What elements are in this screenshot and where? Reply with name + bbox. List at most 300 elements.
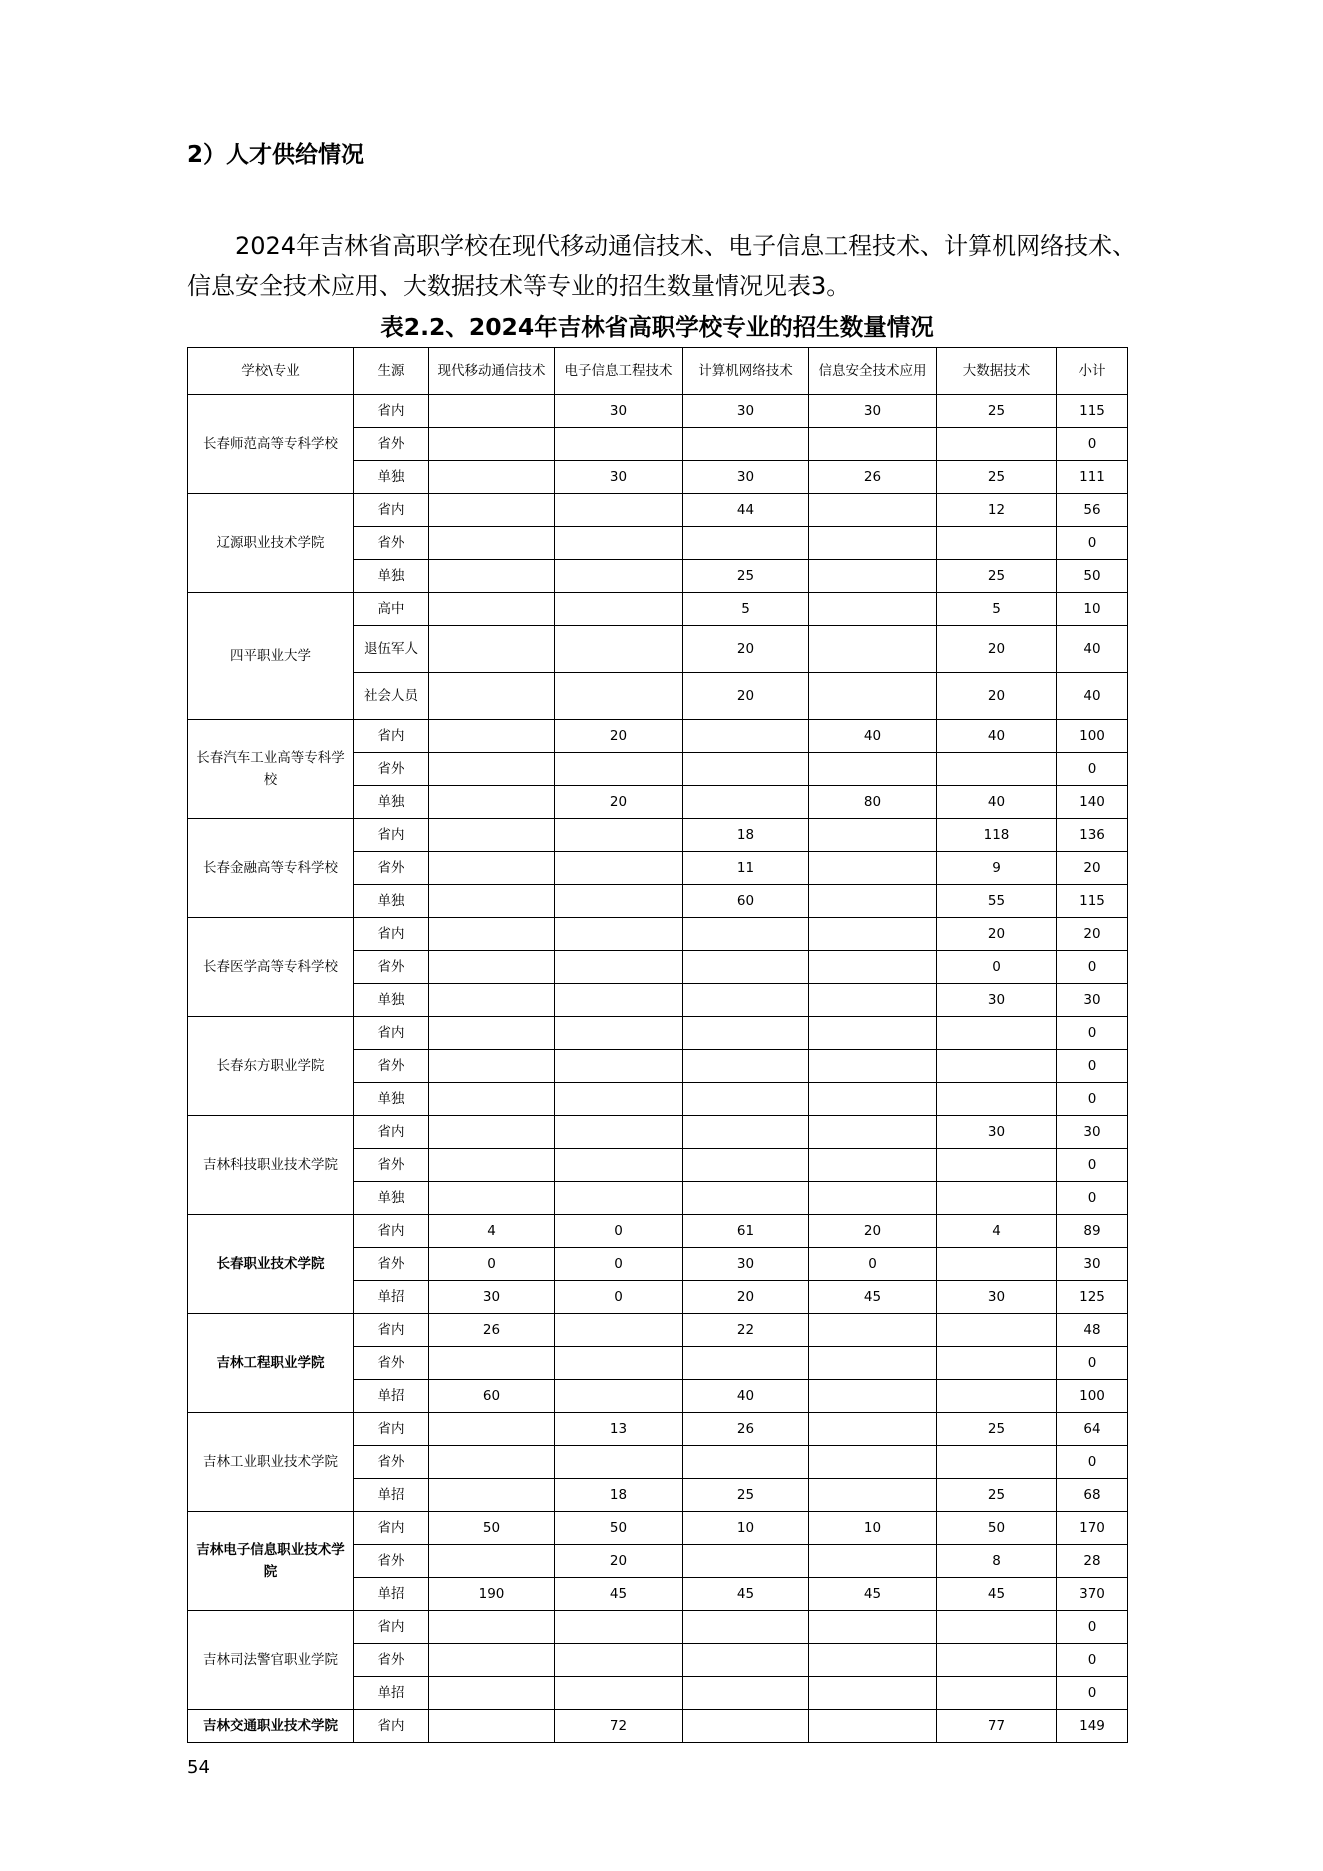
school-name-cell: 长春医学高等专科学校 <box>188 918 354 1017</box>
value-cell <box>809 1314 937 1347</box>
value-cell <box>809 1644 937 1677</box>
value-cell <box>555 951 683 984</box>
subtotal-cell: 50 <box>1057 560 1128 593</box>
value-cell <box>429 918 555 951</box>
table-row <box>188 1413 1128 1446</box>
value-cell <box>809 1017 937 1050</box>
source-cell: 单独 <box>354 984 429 1017</box>
school-name-cell: 吉林电子信息职业技术学院 <box>188 1512 354 1611</box>
subtotal-cell: 100 <box>1057 720 1128 753</box>
value-cell <box>809 1710 937 1743</box>
value-cell <box>555 527 683 560</box>
source-cell: 省内 <box>354 1017 429 1050</box>
value-cell <box>429 1116 555 1149</box>
value-cell: 40 <box>937 720 1057 753</box>
value-cell <box>429 1644 555 1677</box>
school-name-cell: 吉林工程职业学院 <box>188 1314 354 1413</box>
subtotal-cell: 0 <box>1057 1611 1128 1644</box>
value-cell <box>809 1677 937 1710</box>
value-cell <box>683 1545 809 1578</box>
value-cell <box>809 1413 937 1446</box>
value-cell <box>809 1083 937 1116</box>
table-row <box>188 1611 1128 1644</box>
subtotal-cell: 0 <box>1057 951 1128 984</box>
value-cell: 30 <box>937 1116 1057 1149</box>
subtotal-cell: 0 <box>1057 1644 1128 1677</box>
table-row <box>188 593 1128 626</box>
subtotal-cell: 40 <box>1057 673 1128 720</box>
value-cell <box>809 1446 937 1479</box>
header-source: 生源 <box>354 348 429 395</box>
subtotal-cell: 48 <box>1057 1314 1128 1347</box>
value-cell <box>683 1116 809 1149</box>
value-cell <box>429 428 555 461</box>
source-cell: 省外 <box>354 1149 429 1182</box>
value-cell <box>429 1611 555 1644</box>
value-cell <box>683 428 809 461</box>
value-cell <box>937 428 1057 461</box>
value-cell: 12 <box>937 494 1057 527</box>
value-cell: 44 <box>683 494 809 527</box>
value-cell: 40 <box>809 720 937 753</box>
value-cell <box>683 753 809 786</box>
source-cell: 单独 <box>354 885 429 918</box>
value-cell <box>683 1347 809 1380</box>
source-cell: 省内 <box>354 1314 429 1347</box>
value-cell <box>809 428 937 461</box>
value-cell <box>429 461 555 494</box>
subtotal-cell: 136 <box>1057 819 1128 852</box>
value-cell <box>683 984 809 1017</box>
table-row <box>188 1710 1128 1743</box>
value-cell: 45 <box>809 1578 937 1611</box>
source-cell: 单招 <box>354 1677 429 1710</box>
subtotal-cell: 125 <box>1057 1281 1128 1314</box>
value-cell: 45 <box>683 1578 809 1611</box>
paragraph-text: 2024年吉林省高职学校在现代移动通信技术、电子信息工程技术、计算机网络技术、信息安全技术应用、大数据技术等专业的招生数量情况见表3。 <box>187 232 1137 300</box>
value-cell <box>937 1017 1057 1050</box>
value-cell <box>809 1611 937 1644</box>
table-row <box>188 1512 1128 1545</box>
school-name-cell: 长春金融高等专科学校 <box>188 819 354 918</box>
value-cell <box>429 494 555 527</box>
value-cell: 30 <box>809 395 937 428</box>
value-cell <box>429 1149 555 1182</box>
source-cell: 省外 <box>354 527 429 560</box>
value-cell <box>937 527 1057 560</box>
subtotal-cell: 0 <box>1057 1017 1128 1050</box>
value-cell: 55 <box>937 885 1057 918</box>
school-name-cell: 吉林工业职业技术学院 <box>188 1413 354 1512</box>
source-cell: 省外 <box>354 1644 429 1677</box>
source-cell: 省内 <box>354 720 429 753</box>
value-cell <box>683 1611 809 1644</box>
value-cell <box>429 673 555 720</box>
value-cell <box>429 1710 555 1743</box>
school-name-cell: 吉林科技职业技术学院 <box>188 1116 354 1215</box>
value-cell <box>809 1182 937 1215</box>
value-cell: 30 <box>683 461 809 494</box>
value-cell: 80 <box>809 786 937 819</box>
value-cell: 20 <box>555 720 683 753</box>
value-cell <box>555 753 683 786</box>
value-cell: 20 <box>555 786 683 819</box>
value-cell <box>429 1083 555 1116</box>
source-cell: 省内 <box>354 1611 429 1644</box>
value-cell <box>555 1677 683 1710</box>
school-name-cell: 长春职业技术学院 <box>188 1215 354 1314</box>
source-cell: 省外 <box>354 753 429 786</box>
value-cell <box>683 1644 809 1677</box>
table-row <box>188 1314 1128 1347</box>
value-cell: 5 <box>937 593 1057 626</box>
value-cell: 50 <box>937 1512 1057 1545</box>
value-cell <box>429 1017 555 1050</box>
value-cell: 11 <box>683 852 809 885</box>
table-body <box>188 395 1128 1743</box>
value-cell: 4 <box>429 1215 555 1248</box>
value-cell: 72 <box>555 1710 683 1743</box>
value-cell: 0 <box>429 1248 555 1281</box>
source-cell: 单招 <box>354 1281 429 1314</box>
value-cell <box>683 1182 809 1215</box>
value-cell <box>683 918 809 951</box>
value-cell <box>683 1677 809 1710</box>
value-cell <box>937 1050 1057 1083</box>
value-cell: 25 <box>937 461 1057 494</box>
table-caption: 表2.2、2024年吉林省高职学校专业的招生数量情况 <box>380 313 934 341</box>
value-cell <box>429 1182 555 1215</box>
table-row <box>188 1116 1128 1149</box>
value-cell <box>555 819 683 852</box>
subtotal-cell: 149 <box>1057 1710 1128 1743</box>
source-cell: 单独 <box>354 1182 429 1215</box>
source-cell: 省内 <box>354 494 429 527</box>
value-cell <box>429 786 555 819</box>
value-cell <box>429 593 555 626</box>
source-cell: 单独 <box>354 560 429 593</box>
value-cell <box>429 626 555 673</box>
body-paragraph <box>187 226 1147 306</box>
value-cell: 0 <box>555 1281 683 1314</box>
value-cell <box>809 918 937 951</box>
header-info-security: 信息安全技术应用 <box>809 348 937 395</box>
value-cell: 30 <box>555 461 683 494</box>
value-cell <box>555 1182 683 1215</box>
value-cell <box>429 951 555 984</box>
value-cell: 25 <box>937 1413 1057 1446</box>
value-cell <box>555 494 683 527</box>
value-cell: 50 <box>555 1512 683 1545</box>
table-row <box>188 1017 1128 1050</box>
value-cell: 20 <box>937 626 1057 673</box>
value-cell: 30 <box>937 984 1057 1017</box>
value-cell: 30 <box>937 1281 1057 1314</box>
value-cell <box>937 1380 1057 1413</box>
value-cell <box>555 1017 683 1050</box>
value-cell: 20 <box>683 626 809 673</box>
header-mobile-comm: 现代移动通信技术 <box>429 348 555 395</box>
subtotal-cell: 0 <box>1057 1182 1128 1215</box>
subtotal-cell: 20 <box>1057 852 1128 885</box>
subtotal-cell: 56 <box>1057 494 1128 527</box>
source-cell: 省外 <box>354 1446 429 1479</box>
value-cell <box>429 753 555 786</box>
source-cell: 省外 <box>354 428 429 461</box>
value-cell <box>429 1413 555 1446</box>
value-cell <box>809 1545 937 1578</box>
school-name-cell: 辽源职业技术学院 <box>188 494 354 593</box>
value-cell: 20 <box>937 673 1057 720</box>
value-cell <box>809 852 937 885</box>
value-cell <box>429 560 555 593</box>
value-cell <box>429 395 555 428</box>
table-row <box>188 918 1128 951</box>
value-cell: 9 <box>937 852 1057 885</box>
source-cell: 社会人员 <box>354 673 429 720</box>
value-cell <box>429 852 555 885</box>
table-row <box>188 1215 1128 1248</box>
value-cell <box>555 1446 683 1479</box>
value-cell <box>809 593 937 626</box>
value-cell <box>429 1545 555 1578</box>
school-name-cell: 四平职业大学 <box>188 593 354 720</box>
value-cell <box>809 819 937 852</box>
value-cell: 77 <box>937 1710 1057 1743</box>
value-cell <box>555 1611 683 1644</box>
value-cell: 60 <box>683 885 809 918</box>
value-cell <box>429 720 555 753</box>
source-cell: 单独 <box>354 786 429 819</box>
value-cell <box>809 984 937 1017</box>
value-cell <box>809 494 937 527</box>
value-cell: 30 <box>429 1281 555 1314</box>
value-cell: 60 <box>429 1380 555 1413</box>
value-cell: 20 <box>683 1281 809 1314</box>
value-cell: 40 <box>937 786 1057 819</box>
value-cell: 25 <box>937 1479 1057 1512</box>
value-cell <box>555 626 683 673</box>
value-cell <box>809 1050 937 1083</box>
value-cell: 40 <box>683 1380 809 1413</box>
subtotal-cell: 10 <box>1057 593 1128 626</box>
value-cell <box>429 1479 555 1512</box>
source-cell: 高中 <box>354 593 429 626</box>
subtotal-cell: 30 <box>1057 984 1128 1017</box>
subtotal-cell: 0 <box>1057 1677 1128 1710</box>
value-cell <box>429 819 555 852</box>
subtotal-cell: 170 <box>1057 1512 1128 1545</box>
page-number: 54 <box>187 1757 210 1778</box>
value-cell: 0 <box>555 1248 683 1281</box>
value-cell: 13 <box>555 1413 683 1446</box>
value-cell <box>555 1314 683 1347</box>
source-cell: 省外 <box>354 852 429 885</box>
value-cell <box>683 527 809 560</box>
value-cell: 10 <box>809 1512 937 1545</box>
value-cell <box>555 1116 683 1149</box>
source-cell: 省外 <box>354 1347 429 1380</box>
value-cell <box>809 626 937 673</box>
subtotal-cell: 0 <box>1057 527 1128 560</box>
table-header-row <box>188 348 1128 395</box>
value-cell: 25 <box>683 560 809 593</box>
value-cell <box>555 1347 683 1380</box>
value-cell <box>555 1050 683 1083</box>
header-electronic-info: 电子信息工程技术 <box>555 348 683 395</box>
source-cell: 省内 <box>354 1413 429 1446</box>
table-row <box>188 494 1128 527</box>
value-cell <box>809 1380 937 1413</box>
value-cell: 20 <box>683 673 809 720</box>
subtotal-cell: 28 <box>1057 1545 1128 1578</box>
value-cell <box>809 673 937 720</box>
subtotal-cell: 115 <box>1057 395 1128 428</box>
subtotal-cell: 64 <box>1057 1413 1128 1446</box>
value-cell <box>429 885 555 918</box>
value-cell <box>809 1116 937 1149</box>
subtotal-cell: 140 <box>1057 786 1128 819</box>
source-cell: 省内 <box>354 1215 429 1248</box>
source-cell: 省内 <box>354 819 429 852</box>
school-name-cell: 长春汽车工业高等专科学校 <box>188 720 354 819</box>
value-cell <box>429 527 555 560</box>
value-cell <box>809 1347 937 1380</box>
value-cell: 0 <box>809 1248 937 1281</box>
value-cell <box>555 885 683 918</box>
school-name-cell: 长春东方职业学院 <box>188 1017 354 1116</box>
value-cell <box>683 786 809 819</box>
subtotal-cell: 40 <box>1057 626 1128 673</box>
value-cell <box>809 1149 937 1182</box>
source-cell: 省内 <box>354 1710 429 1743</box>
value-cell <box>809 753 937 786</box>
table-row <box>188 720 1128 753</box>
value-cell: 0 <box>937 951 1057 984</box>
value-cell <box>683 1050 809 1083</box>
source-cell: 省内 <box>354 395 429 428</box>
value-cell <box>683 1710 809 1743</box>
value-cell <box>429 1446 555 1479</box>
source-cell: 退伍军人 <box>354 626 429 673</box>
value-cell: 61 <box>683 1215 809 1248</box>
value-cell <box>809 951 937 984</box>
subtotal-cell: 0 <box>1057 1446 1128 1479</box>
subtotal-cell: 20 <box>1057 918 1128 951</box>
value-cell: 20 <box>809 1215 937 1248</box>
value-cell <box>809 527 937 560</box>
value-cell: 118 <box>937 819 1057 852</box>
value-cell <box>937 1182 1057 1215</box>
value-cell: 5 <box>683 593 809 626</box>
table-row <box>188 819 1128 852</box>
subtotal-cell: 0 <box>1057 753 1128 786</box>
value-cell <box>937 1347 1057 1380</box>
value-cell <box>429 1677 555 1710</box>
source-cell: 省内 <box>354 1116 429 1149</box>
value-cell: 30 <box>683 395 809 428</box>
header-subtotal: 小计 <box>1057 348 1128 395</box>
subtotal-cell: 100 <box>1057 1380 1128 1413</box>
value-cell <box>937 1644 1057 1677</box>
value-cell <box>555 1380 683 1413</box>
school-name-cell: 长春师范高等专科学校 <box>188 395 354 494</box>
subtotal-cell: 115 <box>1057 885 1128 918</box>
source-cell: 单招 <box>354 1380 429 1413</box>
subtotal-cell: 0 <box>1057 1347 1128 1380</box>
value-cell <box>555 1644 683 1677</box>
header-computer-network: 计算机网络技术 <box>683 348 809 395</box>
subtotal-cell: 68 <box>1057 1479 1128 1512</box>
source-cell: 单独 <box>354 461 429 494</box>
value-cell: 190 <box>429 1578 555 1611</box>
subtotal-cell: 30 <box>1057 1248 1128 1281</box>
value-cell: 25 <box>683 1479 809 1512</box>
value-cell: 26 <box>809 461 937 494</box>
source-cell: 省外 <box>354 1248 429 1281</box>
value-cell <box>937 1446 1057 1479</box>
section-heading: 2）人才供给情况 <box>187 142 365 168</box>
source-cell: 省内 <box>354 1512 429 1545</box>
value-cell: 45 <box>809 1281 937 1314</box>
school-name-cell: 吉林交通职业技术学院 <box>188 1710 354 1743</box>
subtotal-cell: 30 <box>1057 1116 1128 1149</box>
value-cell: 4 <box>937 1215 1057 1248</box>
value-cell: 18 <box>683 819 809 852</box>
source-cell: 省内 <box>354 918 429 951</box>
value-cell <box>809 560 937 593</box>
value-cell <box>429 1347 555 1380</box>
value-cell <box>937 1149 1057 1182</box>
subtotal-cell: 0 <box>1057 1083 1128 1116</box>
value-cell: 30 <box>683 1248 809 1281</box>
table-row <box>188 395 1128 428</box>
header-school: 学校\专业 <box>188 348 354 395</box>
value-cell: 22 <box>683 1314 809 1347</box>
value-cell <box>555 673 683 720</box>
value-cell: 20 <box>937 918 1057 951</box>
subtotal-cell: 0 <box>1057 1050 1128 1083</box>
value-cell <box>683 1446 809 1479</box>
value-cell: 25 <box>937 395 1057 428</box>
value-cell <box>555 560 683 593</box>
value-cell: 30 <box>555 395 683 428</box>
value-cell: 8 <box>937 1545 1057 1578</box>
value-cell: 0 <box>555 1215 683 1248</box>
value-cell <box>937 1248 1057 1281</box>
value-cell <box>555 852 683 885</box>
source-cell: 单独 <box>354 1083 429 1116</box>
subtotal-cell: 111 <box>1057 461 1128 494</box>
source-cell: 省外 <box>354 1050 429 1083</box>
source-cell: 单招 <box>354 1479 429 1512</box>
value-cell: 25 <box>937 560 1057 593</box>
value-cell <box>555 1149 683 1182</box>
value-cell <box>555 428 683 461</box>
value-cell <box>555 593 683 626</box>
value-cell: 45 <box>937 1578 1057 1611</box>
value-cell: 20 <box>555 1545 683 1578</box>
subtotal-cell: 0 <box>1057 1149 1128 1182</box>
value-cell: 50 <box>429 1512 555 1545</box>
value-cell <box>937 1677 1057 1710</box>
value-cell <box>429 1050 555 1083</box>
source-cell: 省外 <box>354 1545 429 1578</box>
subtotal-cell: 370 <box>1057 1578 1128 1611</box>
value-cell: 18 <box>555 1479 683 1512</box>
value-cell <box>683 951 809 984</box>
value-cell <box>683 1017 809 1050</box>
